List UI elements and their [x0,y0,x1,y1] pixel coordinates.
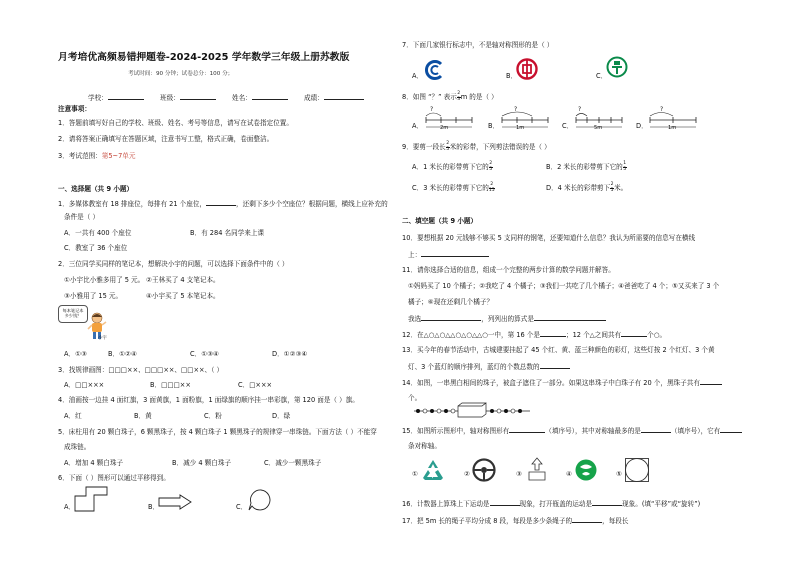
q12-line: 12．在△○△○△△○△○△△○一中，第 16 个是 ；12 个△之间共有 个○。 [402,331,667,339]
q8-mark-a: ? [430,106,434,113]
q14-line2: 个。 [408,394,422,402]
green-bank-logo-icon [574,458,598,482]
q8-option-c[interactable]: C． [562,122,574,130]
q15-line2: 条对称轴。 [408,442,441,450]
name-label: 姓名： [232,94,252,102]
q10-line2: 上： [408,250,489,259]
score-label: 成绩： [304,94,324,102]
q15-label-1: ① [412,470,418,478]
steering-wheel-icon [472,458,496,482]
q8-fraction: $\frac{2}{3}$ [457,91,461,102]
q4-option-c[interactable]: C．粉 [204,412,222,420]
q5-option-c[interactable]: C．减少一颗黑珠子 [264,459,322,467]
q4-option-b[interactable]: B．黄 [134,412,152,420]
q11-choice-field[interactable] [421,314,481,321]
note-3: 3．考试范围：第5~7单元 [58,152,136,160]
upload-symbol-icon [526,456,548,482]
q8-mark-d: ? [660,106,664,113]
q4-option-a[interactable]: A．红 [64,412,82,420]
score-field[interactable] [324,93,364,100]
q2-speech-bubble: 每本笔记本 多少钱？ [58,305,88,323]
q7-option-b[interactable]: B． [506,72,518,80]
name-field[interactable] [252,93,288,100]
q6-option-c[interactable]: C． [236,503,248,511]
q3-line: 3．找规律画图：□□□××、□□□××、□□××、（ ） [58,366,224,374]
q8-option-a[interactable]: A． [412,122,424,130]
q1-line1: 1．多媒体教室有 18 排座位，每排有 21 个座位， ，还剩下多少个空座位？根据问题，横线上应补充的 [58,200,388,208]
q9-option-b[interactable]: B．2 米长的彩带剪下它的 $\frac{1}{5}$ [546,161,627,172]
q5-option-a[interactable]: A．增加 4 颗白珠子 [64,459,124,467]
q2-child-label: 小宇 [98,336,107,341]
q11-line4: 我选 ，列列出的算式是 [408,314,606,323]
q2-option-d[interactable]: D．①②③④ [272,350,308,358]
bank-logo-c-icon [606,56,628,78]
q1-option-b[interactable]: B．有 284 名同学来上课 [190,229,265,237]
q6-option-a[interactable]: A． [64,503,76,511]
bead-chain-figure [412,402,532,418]
q11-line2: ①妈妈买了 10 个橘子；②我吃了 4 个橘子；③我们一共吃了几个橘子；④爸爸吃了 4 个；⑤又买来了 3 个 [408,282,720,290]
class-label: 班级： [160,94,180,102]
q2-condition-1: ①小宇比小雅多用了 5 元。 [64,276,145,284]
q7-line: 7．下面几家银行标志中，不是轴对称图形的是（ ） [402,41,554,49]
q2-line1: 2．三位同学买同样的笔记本，想解决小宇的问题，可以选择下面条件中的（ ） [58,260,289,268]
q13-line2: 灯、3 个蓝灯的顺序排列，蓝灯的个数总数的 [408,362,570,371]
bank-logo-a-icon [424,59,446,81]
q9-option-a[interactable]: A．1 米长的彩带剪下它的 $\frac{2}{5}$ [412,161,493,172]
q2-option-b[interactable]: B．①②④ [108,350,137,358]
q4-line: 4．油画按一边挂 4 面红旗，3 面黄旗，1 面粉旗，1 面绿旗的顺序挂一串彩旗，第 120 面是（ ）旗。 [58,396,359,404]
q13-blank[interactable] [540,362,570,369]
q15-label-5: ⑤ [616,470,622,478]
student-info-row [88,93,364,102]
arrow-shape-icon [158,494,192,510]
q2-condition-2: ②王林买了 4 支笔记本。 [146,276,220,284]
exam-meta: 考试时间：90 分钟；试卷总分：100 分； [128,71,234,77]
q8-option-b[interactable]: B． [488,122,500,130]
school-field[interactable] [108,93,144,100]
q7-option-c[interactable]: C． [596,72,608,80]
notes-heading: 注意事项： [58,105,91,113]
q1-option-c[interactable]: C．教室了 36 个座位 [64,244,128,252]
q8-length-d: 1m [668,125,677,131]
q5-option-b[interactable]: B．减少 4 颗白珠子 [172,459,232,467]
q15-blank-3[interactable] [720,426,742,433]
q7-option-a[interactable]: A． [412,72,424,80]
step-shape-icon [74,486,108,512]
note-1: 1．答题前填写好自己的学校、班级、姓名、考号等信息，请写在试卷指定位置。 [58,119,293,127]
q15-label-2: ② [464,470,470,478]
q14-line1: 14．如图，一串黑白相间的珠子，被盒子遮住了一部分。如果这串珠子中白珠子有 20 个，黑珠子共有 [402,378,722,387]
q5-line2: 成珠链。 [64,443,91,451]
recycle-icon [420,458,446,482]
q4-option-d[interactable]: D．绿 [272,412,291,420]
q6-option-b[interactable]: B． [148,503,160,511]
q10-line1: 10．要想根据 20 元钱够不够买 5 支同样的钢笔，还要知道什么信息？我认为所需要的信息写在横线 [402,234,696,242]
q11-line1: 11．请你选择合适的信息，组成一个完整的两步计算的数学问题并解答。 [402,266,615,274]
class-field[interactable] [180,93,216,100]
q8-option-d[interactable]: D． [636,122,648,130]
q15-blank-2[interactable] [641,426,671,433]
q8-length-a: 2m [440,125,449,131]
q1-blank[interactable] [206,199,236,206]
q2-option-a[interactable]: A．①③ [64,350,87,358]
q9-option-c[interactable]: C．3 米长的彩带剪下它的 $\frac{2}{15}$ [412,182,495,193]
q13-line1: 13．买今年的春节活动中，古城建要挂起了 45 个红、黄、蓝三种颜色的彩灯，这些灯按 2 个红灯、3 个黄 [402,346,715,354]
q15-line1: 15．如图所示图形中，轴对称图形有 （填序号），其中对称轴最多的是 （填序号），它有 [402,426,742,435]
q1-option-a[interactable]: A．一共有 400 个座位 [64,229,132,237]
q16-blank-1[interactable] [490,499,520,506]
q17-blank-1[interactable] [572,516,602,523]
speech-circle-shape-icon [248,488,274,512]
bank-logo-b-icon [516,58,538,80]
q12-blank-2[interactable] [621,330,647,337]
q2-condition-3: ③小雅用了 15 元。 [64,292,123,300]
q8-mark-c: ? [578,106,582,113]
q3-option-b[interactable]: B．□□□×× [150,381,191,389]
school-label: 学校： [88,94,108,102]
q11-formula-field[interactable] [534,314,606,321]
q9-line: 9．要剪一段长 $\frac{2}{5}$ 米的彩带，下列剪法错误的是（ ） [402,141,551,152]
q15-label-4: ④ [566,470,572,478]
q8-length-c: 5m [594,125,603,131]
q8-ruler-b [500,106,550,132]
circle-in-square-icon [624,457,650,483]
q15-label-3: ③ [516,470,522,478]
q2-condition-4: ④小宇买了 5 本笔记本。 [146,292,220,300]
q8-line: 8．如图 “？” 表示 $\frac{2}{3}$ m 的是（ ） [402,91,498,102]
q5-line1: 5．床柱用有 20 颗白珠子，6 颗黑珠子，按 4 颗白珠子 1 颗黑珠子的规律穿一串珠链。下面方法（ ）不能穿 [58,428,377,436]
q3-option-c[interactable]: C．□××× [238,381,273,389]
q6-line: 6．下面（ ）图形可以通过平移得到。 [58,474,170,482]
q12-blank-1[interactable] [540,330,566,337]
q14-blank[interactable] [700,378,722,385]
q10-answer-field[interactable] [421,250,489,257]
q11-line3: 橘子；⑥现在还剩几个橘子？ [408,298,494,306]
exam-scope: 第5~7单元 [101,152,136,160]
q3-option-a[interactable]: A．□□××× [64,381,105,389]
q15-blank-1[interactable] [509,426,545,433]
q17-line: 17．把 5m 长的绳子平均分成 8 段，每段是多少条绳子的 ，每段长 [402,517,629,525]
q16-blank-2[interactable] [592,499,622,506]
page-title: 月考培优高频易错押题卷-2024-2025 学年数学三年级上册苏教版 [58,52,350,63]
q8-length-b: 1m [516,125,525,131]
q9-option-d[interactable]: D．4 米长的彩带剪下 $\frac{2}{5}$ 米。 [546,182,628,193]
q16-line: 16．计数器上算珠上下运动是 现象，打开瓶盖的运动是 现象。(填“平移”或“旋转”) [402,500,701,508]
q2-option-c[interactable]: C．①③④ [190,350,219,358]
q8-mark-b: ? [514,106,518,113]
note-2: 2．请将答案正确填写在答题区域，注意书写工整，格式正确，卷面整洁。 [58,135,274,143]
section-fill-heading: 二、填空题（共 9 小题） [402,217,478,225]
q1-line2: 条件是（ ） [64,213,100,221]
section-choice-heading: 一、选择题（共 9 小题） [58,185,134,193]
